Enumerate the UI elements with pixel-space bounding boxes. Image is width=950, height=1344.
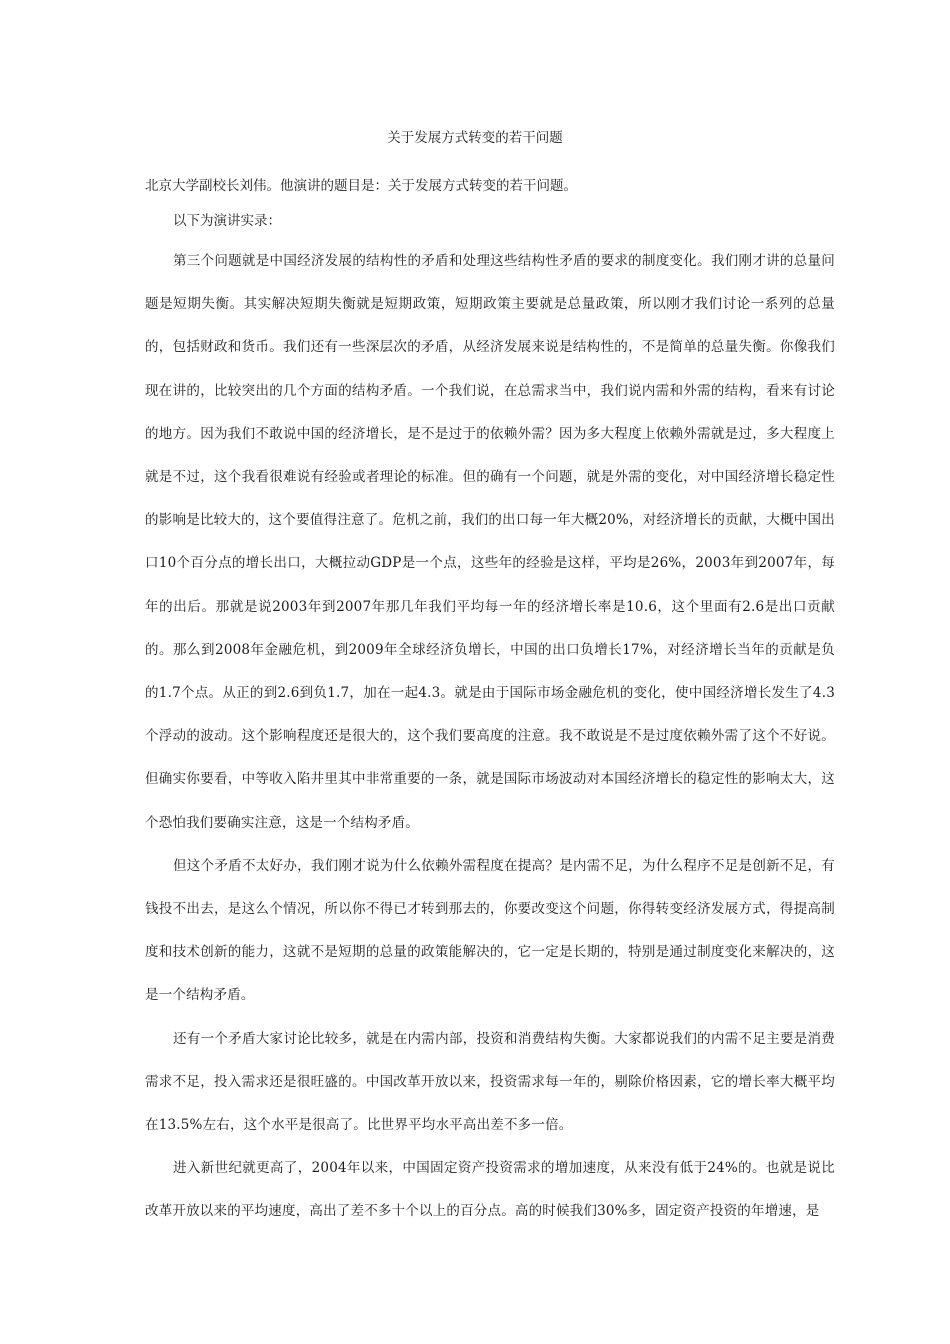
author-line: 北京大学副校长刘伟。他演讲的题目是：关于发展方式转变的若干问题。	[145, 178, 577, 194]
paragraph-structural-contradictions: 第三个问题就是中国经济发展的结构性的矛盾和处理这些结构性矛盾的要求的制度变化。我们刚才讲的总量问题是短期失衡。其实解决短期失衡就是短期政策，短期政策主要就是总量政策，所以刚才我们讨论一系列的总量的，包括财政和货币。我们还有一些深层次的矛盾，从经济发展来说是结构性的，不是简单的总量失衡。你像我们现在讲的，比较突出的几个方面的结构矛盾。一个我们说，在总需求当中，我们说内需和外需的结构，看来有讨论的地方。因为我们不敢说中国的经济增长，是不是过于的依赖外需？因为多大程度上依赖外需就是过，多大程度上就是不过，这个我看很难说有经验或者理论的标准。但的确有一个问题，就是外需的变化，对中国经济增长稳定性的影响是比较大的，这个要值得注意了。危机之前，我们的出口每一年大概20%，对经济增长的贡献，大概中国出口10个百分点的增长出口，大概拉动GDP是一个点，这些年的经验是这样，平均是26%，2003年到2007年，每年的出后。那就是说2003年到2007年那几年我们平均每一年的经济增长率是10.6，这个里面有2.6是出口贡献的。那么到2008年金融危机，到2009年全球经济负增长，中国的出口负增长17%，对经济增长当年的贡献是负的1.7个点。从正的到2.6到负1.7，加在一起4.3。就是由于国际市场金融危机的变化，使中国经济增长发生了4.3个浮动的波动。这个影响程度还是很大的，这个我们要高度的注意。我不敢说是不是过度依赖外需了这个不好说。但确实你要看，中等收入陷井里其中非常重要的一条，就是国际市场波动对本国经济增长的稳定性的影响太大，这个恐怕我们要确实注意，这是一个结构矛盾。	[145, 253, 835, 831]
paragraph-investment-consumption: 还有一个矛盾大家讨论比较多，就是在内需内部，投资和消费结构失衡。大家都说我们的内需不足主要是消费需求不足，投入需求还是很旺盛的。中国改革开放以来，投资需求每一年的，剔除价格因素，它的增长率大概平均在13.5%左右，这个水平是很高了。比世界平均水平高出差不多一倍。	[145, 1030, 835, 1134]
paragraph-new-century: 进入新世纪就更高了，2004年以来，中国固定资产投资需求的增加速度，从来没有低于24%的。也就是说比改革开放以来的平均速度，高出了差不多十个以上的百分点。高的时候我们30%多，固定资产投资的年增速，是	[145, 1160, 835, 1220]
intro-line: 以下为演讲实录：	[173, 213, 281, 229]
document-title: 关于发展方式转变的若干问题	[387, 130, 563, 146]
paragraph-external-demand: 但这个矛盾不太好办，我们刚才说为什么依赖外需程度在提高？是内需不足，为什么程序不足是创新不足，有钱投不出去，是这么个情况，所以你不得已才转到那去的，你要改变这个问题，你得转变经济发展方式，得提高制度和技术创新的能力，这就不是短期的总量的政策能解决的，它一定是长期的，特别是通过制度变化来解决的，这是一个结构矛盾。	[145, 857, 835, 1004]
document-body	[145, 240, 835, 1234]
